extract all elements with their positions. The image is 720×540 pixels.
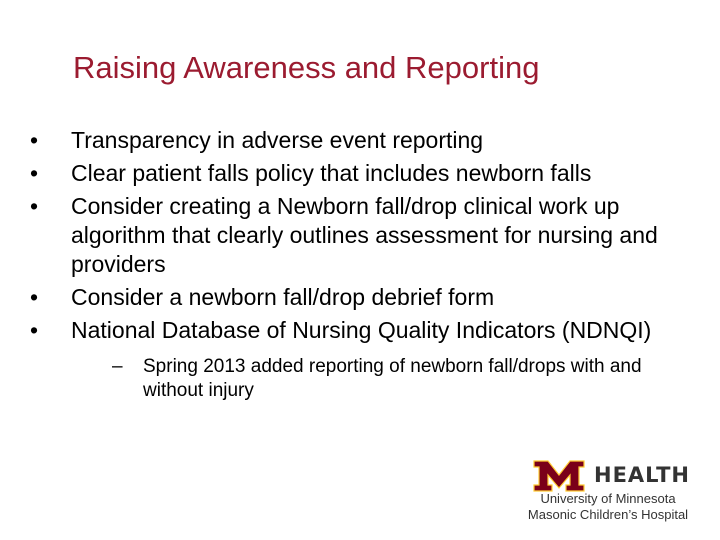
bullet-list [30, 126, 670, 407]
logo-hospital-line: Masonic Children’s Hospital [527, 507, 689, 522]
sub-bullet-text: Spring 2013 added reporting of newborn fall/drops with and without injury [143, 356, 642, 401]
bullet-text: Transparency in adverse event reporting [71, 127, 484, 153]
block-m-logo-icon [532, 459, 586, 493]
logo-top-row [532, 459, 702, 493]
bullet-text: Clear patient falls policy that includes newborn falls [71, 160, 592, 186]
bullet-item [30, 126, 670, 155]
bullet-text: National Database of Nursing Quality Indicators (NDNQI) [71, 317, 652, 343]
sub-bullet-dash: – [112, 356, 123, 377]
bullet-glyph: • [30, 284, 39, 310]
bullet-glyph: • [30, 160, 39, 186]
bullet-item [30, 192, 670, 279]
logo-university-line: University of Minnesota [540, 491, 676, 506]
bullet-item [30, 159, 670, 188]
bullet-item [30, 283, 670, 312]
bullet-item [30, 316, 670, 403]
bullet-text: Consider creating a Newborn fall/drop clinical work up algorithm that clearly outlines assessment for nursing and providers [71, 193, 658, 277]
logo-health-word: HEALTH [594, 463, 690, 487]
health-logo [518, 455, 698, 525]
sub-bullet-item [71, 355, 663, 403]
bullet-glyph: • [30, 127, 39, 153]
bullet-glyph: • [30, 317, 39, 343]
bullet-text: Consider a newborn fall/drop debrief form [71, 284, 495, 310]
bullet-glyph: • [30, 193, 39, 219]
slide-title: Raising Awareness and Reporting [73, 50, 540, 85]
